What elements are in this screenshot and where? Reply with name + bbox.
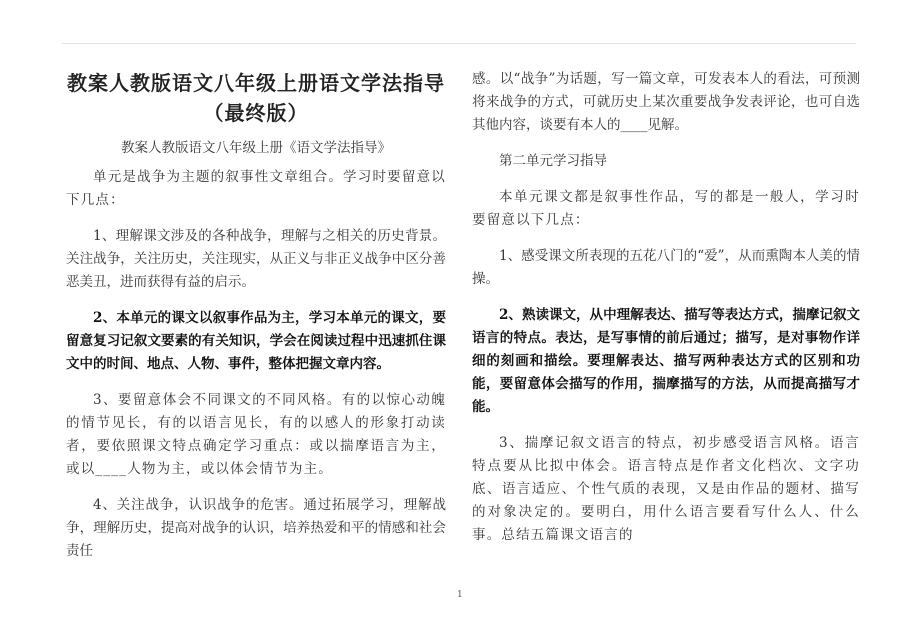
right-column <box>472 68 860 560</box>
point-1-paragraph: 1、理解课文涉及的各种战争，理解与之相关的历史背景。关注战争，关注历史，关注现实，从正义与非正义战争中区分善恶美丑，进而获得有益的启示。 <box>66 228 446 290</box>
unit2-intro-paragraph: 本单元课文都是叙事性作品，写的都是一般人，学习时要留意以下几点： <box>472 189 860 228</box>
header-rule <box>62 43 856 44</box>
continuation-paragraph: 感。以“战争”为话题，写一篇文章，可发表本人的看法，可预测将来战争的方式，可就历史上某次重要战争发表评论，也可自选其他内容，谈要有本人的____见解。 <box>472 71 860 133</box>
point-3-paragraph: 3、要留意体会不同课文的不同风格。有的以惊心动魄的情节见长，有的以语言见长，有的以感人的形象打动读者，要依照课文特点确定学习重点：或以揣摩语言为主，或以____人物为主，或以体会情节为主。 <box>66 392 446 477</box>
unit2-point-2-paragraph: 2、熟读课文，从中理解表达、描写等表达方式，揣摩记叙文语言的特点。表达，是写事情的前后通过；描写，是对事物作详细的刻画和描绘。要理解表达、描写两种表达方式的区别和功能，要留意体会描写的作用，揣摩描写的方法，从而提高描写才能。 <box>472 307 860 415</box>
section-heading: 第二单元学习指导 <box>499 153 607 169</box>
unit2-point-3-paragraph: 3、揣摩记叙文语言的特点，初步感受语言风格。语言特点要从比拟中体会。语言特点是作者文化档次、文字功底、语言适应、个性气质的表现，又是由作品的题材、描写的对象决定的。要明白，用什么语言要看写什么人、什么事。总结五篇课文语言的 <box>472 435 860 543</box>
point-4-paragraph: 4、关注战争，认识战争的危害。通过拓展学习，理解战争，理解历史，提高对战争的认识，培养热爱和平的情感和社会责任 <box>66 497 446 559</box>
intro-paragraph: 单元是战争为主题的叙事性文章组合。学习时要留意以下几点： <box>66 169 446 208</box>
page-title: 教案人教版语文八年级上册语文学法指导（最终版） <box>67 71 445 125</box>
left-column <box>66 68 446 576</box>
point-2-paragraph: 2、本单元的课文以叙事作品为主，学习本单元的课文，要留意复习记叙文要素的有关知识，学会在阅读过程中迅速抓住课文中的时间、地点、人物、事件，整体把握文章内容。 <box>66 310 446 372</box>
page-number: 1 <box>457 590 463 600</box>
unit2-point-1-paragraph: 1、感受课文所表现的五花八门的“爱”，从而熏陶本人美的情操。 <box>472 248 860 287</box>
document-subtitle: 教案人教版语文八年级上册《语文学法指导》 <box>121 140 391 156</box>
